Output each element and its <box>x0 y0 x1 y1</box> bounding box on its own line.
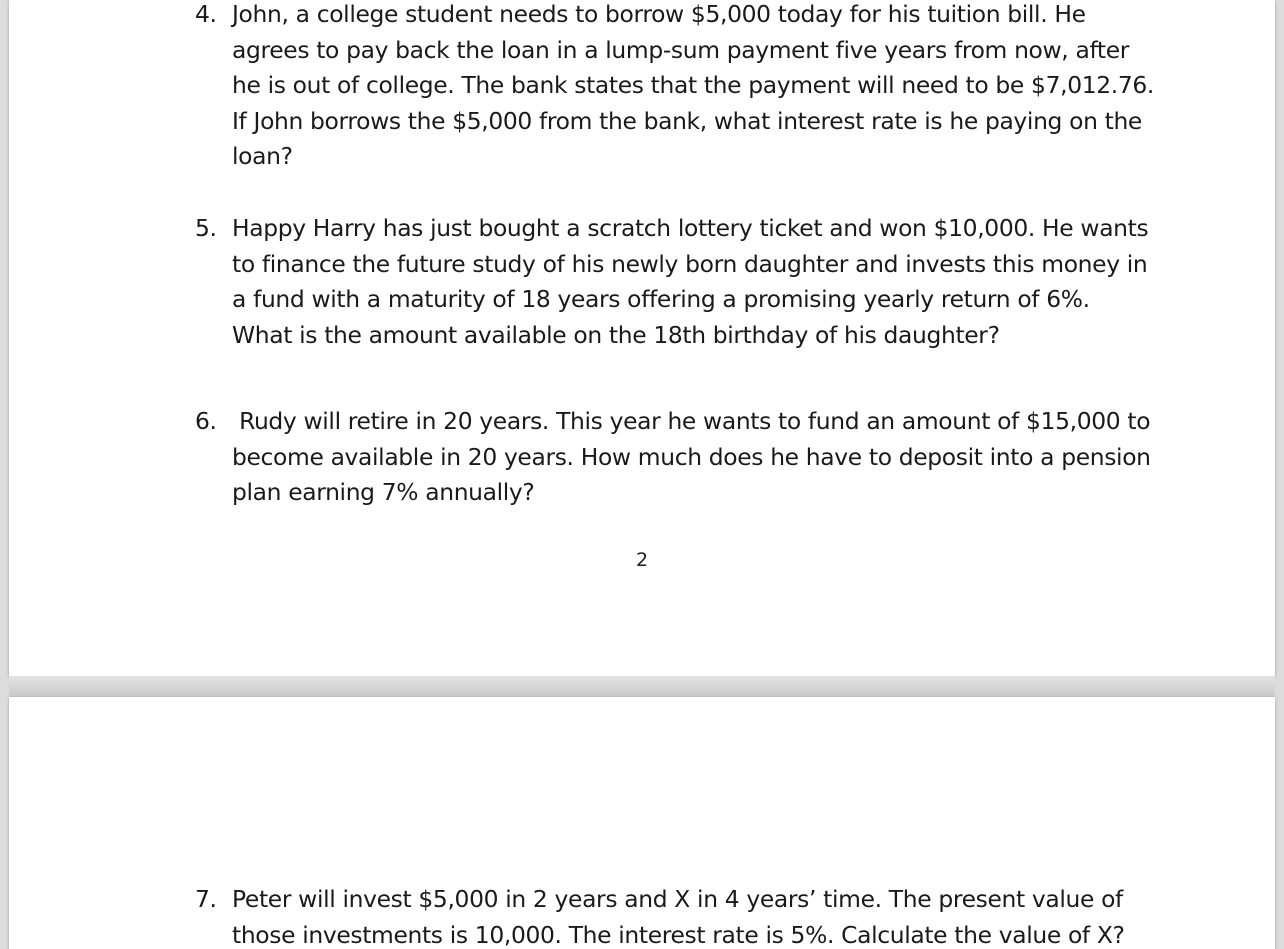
page-gap <box>9 676 1275 697</box>
question-4 <box>195 0 1155 175</box>
question-number: 7. <box>195 885 217 913</box>
question-7 <box>195 882 1155 949</box>
question-text: Peter will invest $5,000 in 2 years and X in 4 years’ time. The present value of those investments is 10,000. The interest rate is 5%. Calculate the value of X? <box>232 885 1125 949</box>
question-number: 6. <box>195 407 217 435</box>
page-number: 2 <box>635 549 649 571</box>
document-page-3 <box>9 697 1275 949</box>
question-text: Happy Harry has just bought a scratch lottery ticket and won $10,000. He wants to finance the future study of his newly born daughter and invests this money in a fund with a maturity of 18 years offering a promising yearly return of 6%. What is the amount available on the 18th birthday of his daughter? <box>232 214 1149 349</box>
question-number: 4. <box>195 0 217 28</box>
document-page-2 <box>9 0 1275 676</box>
question-text: John, a college student needs to borrow $5,000 today for his tuition bill. He agrees to pay back the loan in a lump-sum payment five years from now, after he is out of college. The bank states that the payment will need to be $7,012.76. If John borrows the $5,000 from the bank, what interest rate is he paying on the loan? <box>232 0 1155 170</box>
question-text: Rudy will retire in 20 years. This year he wants to fund an amount of $15,000 to become available in 20 years. How much does he have to deposit into a pension plan earning 7% annually? <box>232 407 1158 506</box>
question-6 <box>195 404 1158 511</box>
question-5 <box>195 211 1155 353</box>
question-number: 5. <box>195 214 217 242</box>
